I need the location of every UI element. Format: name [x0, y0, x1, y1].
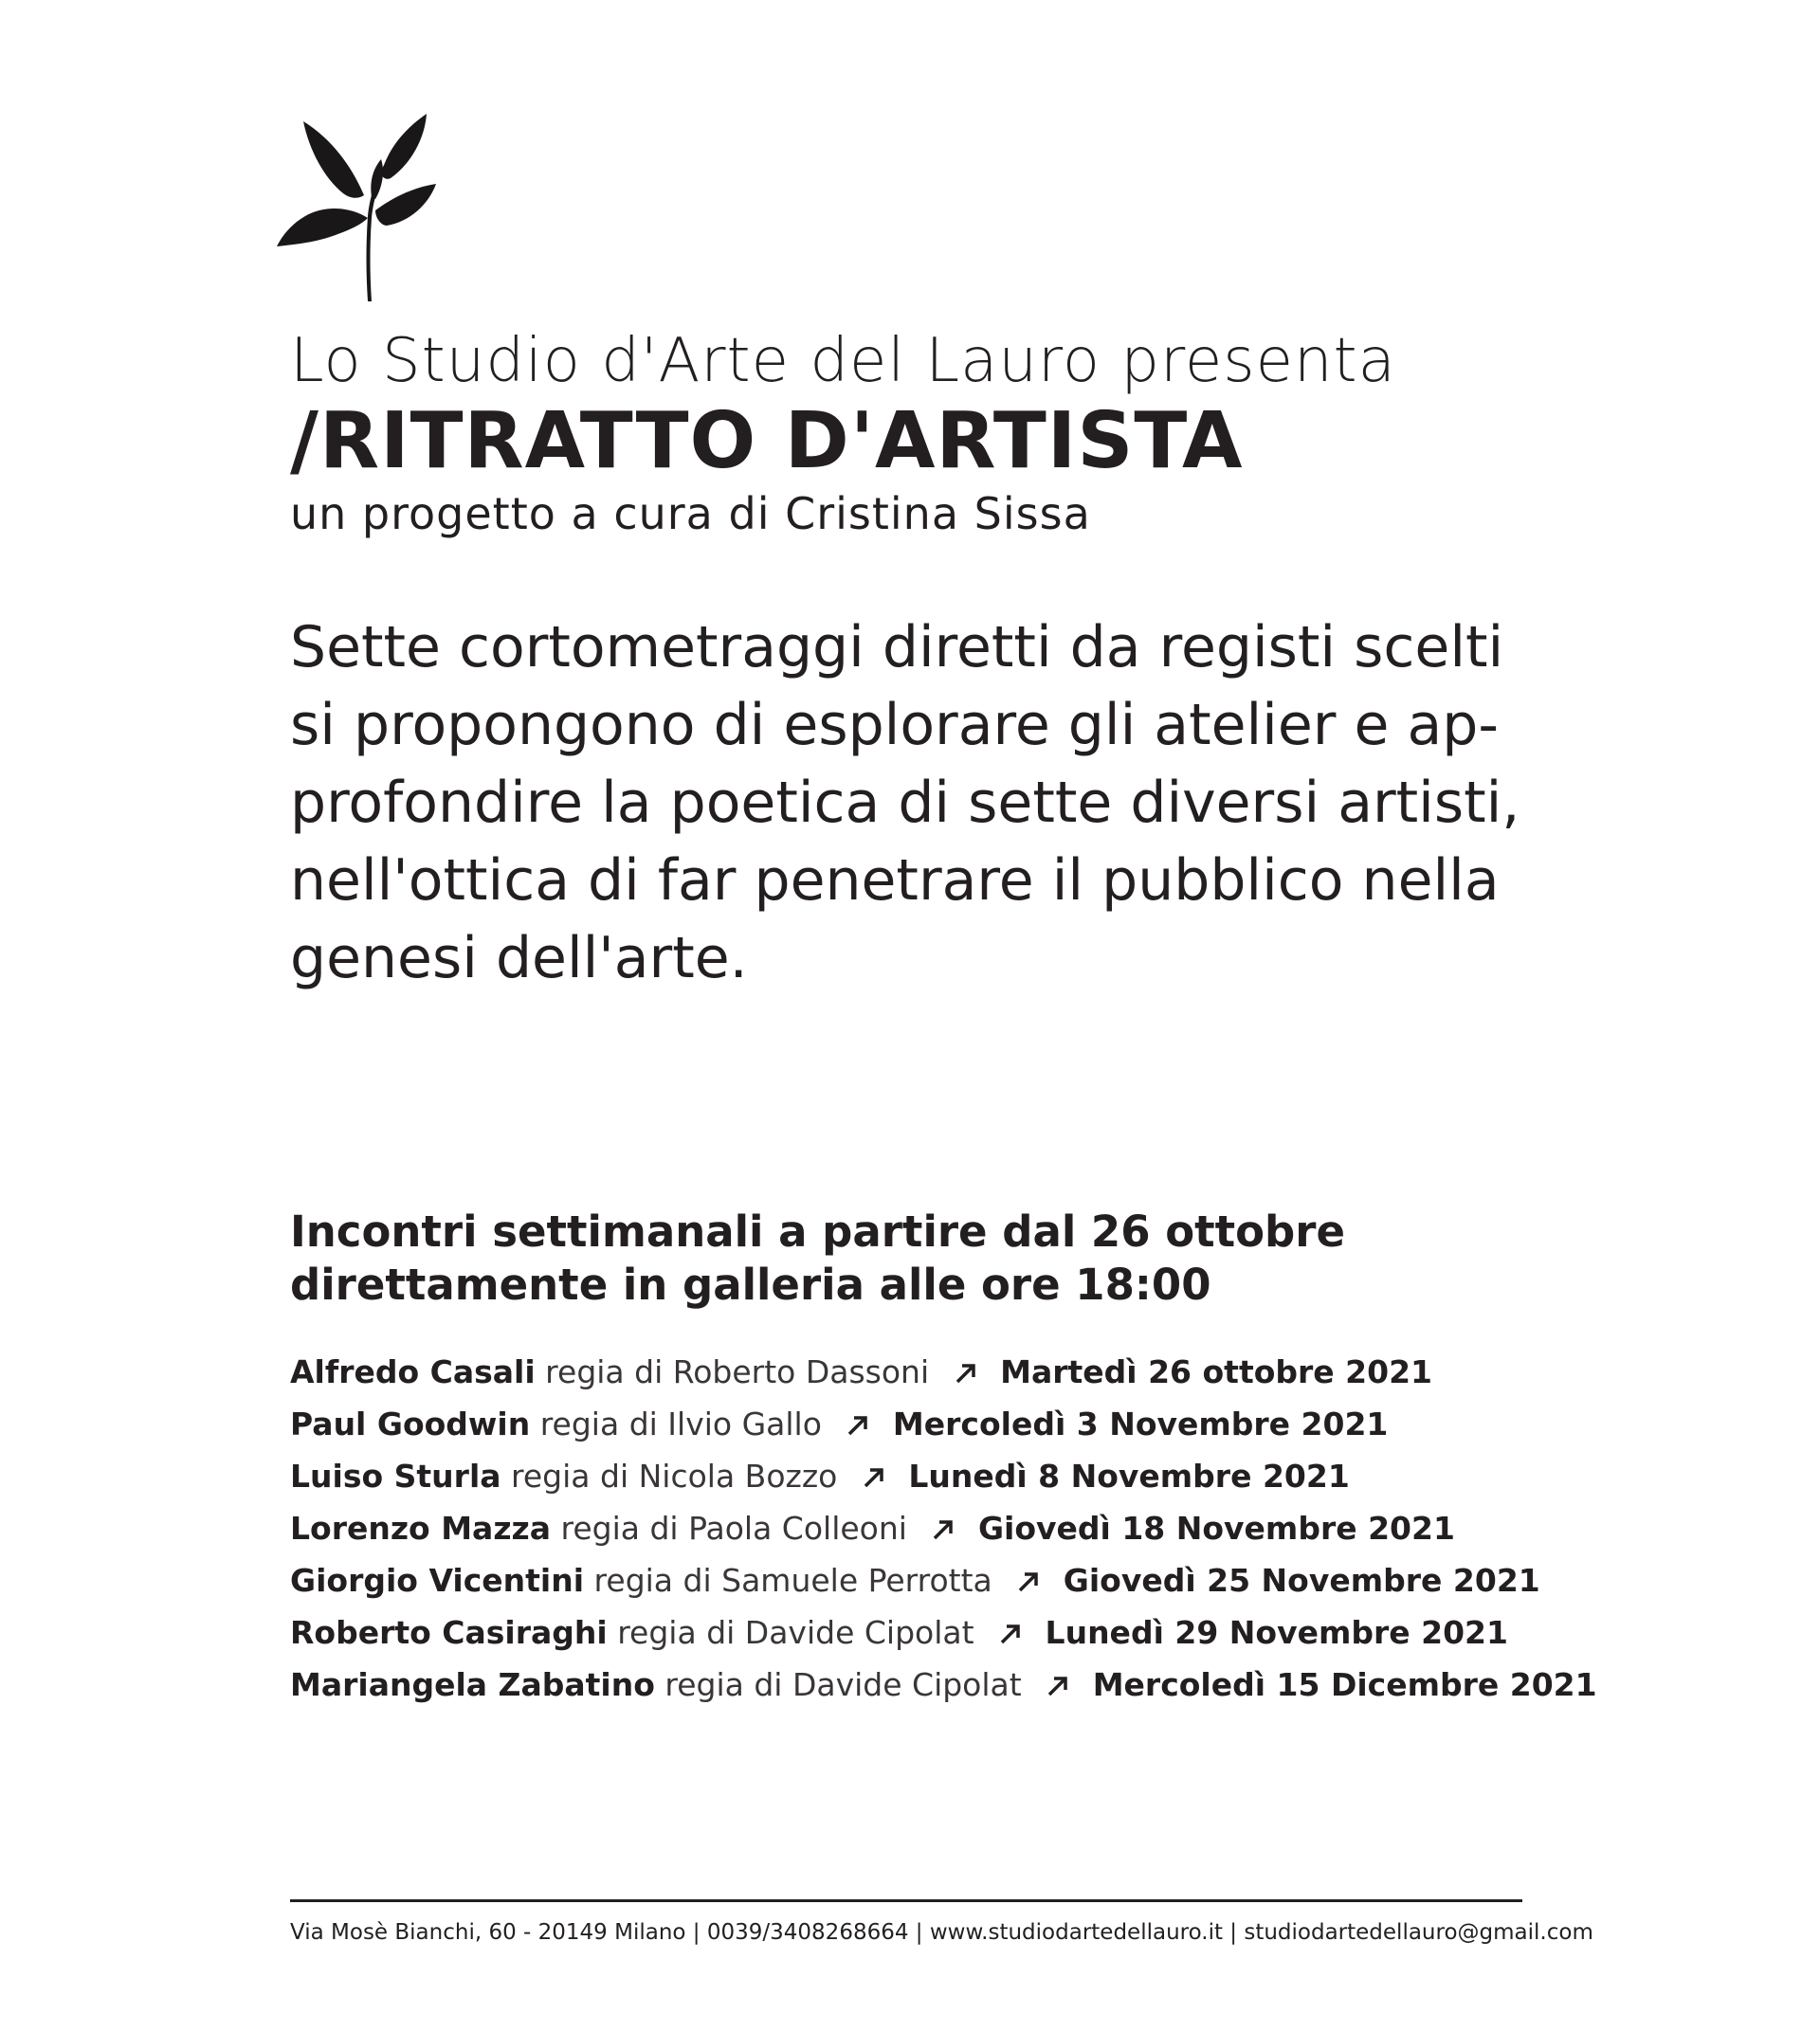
arrow-up-right-icon [997, 1621, 1024, 1647]
description-line: nell'ottica di far penetrare il pubblico nella [290, 847, 1500, 914]
schedule-row [290, 1659, 1597, 1711]
description-line: si propongono di esplorare gli atelier e ap- [290, 692, 1499, 758]
artist-name: Paul Goodwin [290, 1406, 531, 1442]
schedule-row [290, 1606, 1597, 1659]
schedule-row [290, 1450, 1597, 1502]
director-credit: regia di Davide Cipolat [617, 1614, 974, 1651]
description-line: genesi dell'arte. [290, 925, 748, 991]
screening-date: Lunedì 8 Novembre 2021 [908, 1458, 1350, 1495]
schedule-row [290, 1398, 1597, 1450]
artist-name: Roberto Casiraghi [290, 1614, 608, 1651]
director-credit: regia di Ilvio Gallo [539, 1406, 822, 1442]
screening-date: Mercoledì 15 Dicembre 2021 [1092, 1666, 1597, 1703]
artist-name: Giorgio Vicentini [290, 1562, 585, 1599]
screening-date: Mercoledì 3 Novembre 2021 [892, 1406, 1389, 1442]
footer-divider [290, 1899, 1522, 1902]
screening-date: Giovedì 18 Novembre 2021 [977, 1510, 1455, 1547]
director-credit: regia di Nicola Bozzo [511, 1458, 838, 1495]
description-line: Sette cortometraggi diretti da registi scelti [290, 614, 1504, 680]
artist-name: Luiso Sturla [290, 1458, 501, 1495]
director-credit: regia di Davide Cipolat [664, 1666, 1022, 1703]
arrow-up-right-icon [953, 1360, 979, 1387]
schedule-row [290, 1346, 1597, 1398]
presenter-line: Lo Studio d'Arte del Lauro presenta [290, 326, 1396, 396]
arrow-up-right-icon [861, 1464, 887, 1491]
screening-date: Martedì 26 ottobre 2021 [1000, 1353, 1433, 1390]
footer-contact: Via Mosè Bianchi, 60 - 20149 Milano | 0039/3408268664 | www.studiodartedellauro.it | studiodartedellauro@gmail.com [290, 1920, 1593, 1945]
artist-name: Lorenzo Mazza [290, 1510, 552, 1547]
description-line: profondire la poetica di sette diversi artisti, [290, 770, 1520, 836]
schedule-row [290, 1502, 1597, 1554]
screening-date: Lunedì 29 Novembre 2021 [1045, 1614, 1508, 1651]
arrow-up-right-icon [1045, 1673, 1071, 1699]
meetings-heading [290, 1206, 1345, 1312]
laurel-sprig-icon [277, 112, 438, 301]
schedule-row [290, 1554, 1597, 1606]
project-title: /RITRATTO D'ARTISTA [290, 396, 1244, 486]
meetings-line: Incontri settimanali a partire dal 26 ottobre [290, 1206, 1345, 1257]
director-credit: regia di Paola Colleoni [560, 1510, 907, 1547]
artist-name: Mariangela Zabatino [290, 1666, 655, 1703]
screening-date: Giovedì 25 Novembre 2021 [1063, 1562, 1540, 1599]
project-description [290, 608, 1522, 997]
director-credit: regia di Samuele Perrotta [593, 1562, 992, 1599]
curator-line: un progetto a cura di Cristina Sissa [290, 488, 1091, 539]
arrow-up-right-icon [845, 1412, 871, 1439]
director-credit: regia di Roberto Dassoni [545, 1353, 930, 1390]
arrow-up-right-icon [930, 1516, 956, 1543]
meetings-line: direttamente in galleria alle ore 18:00 [290, 1260, 1211, 1310]
artist-name: Alfredo Casali [290, 1353, 536, 1390]
screening-schedule [290, 1346, 1597, 1711]
arrow-up-right-icon [1015, 1569, 1042, 1595]
